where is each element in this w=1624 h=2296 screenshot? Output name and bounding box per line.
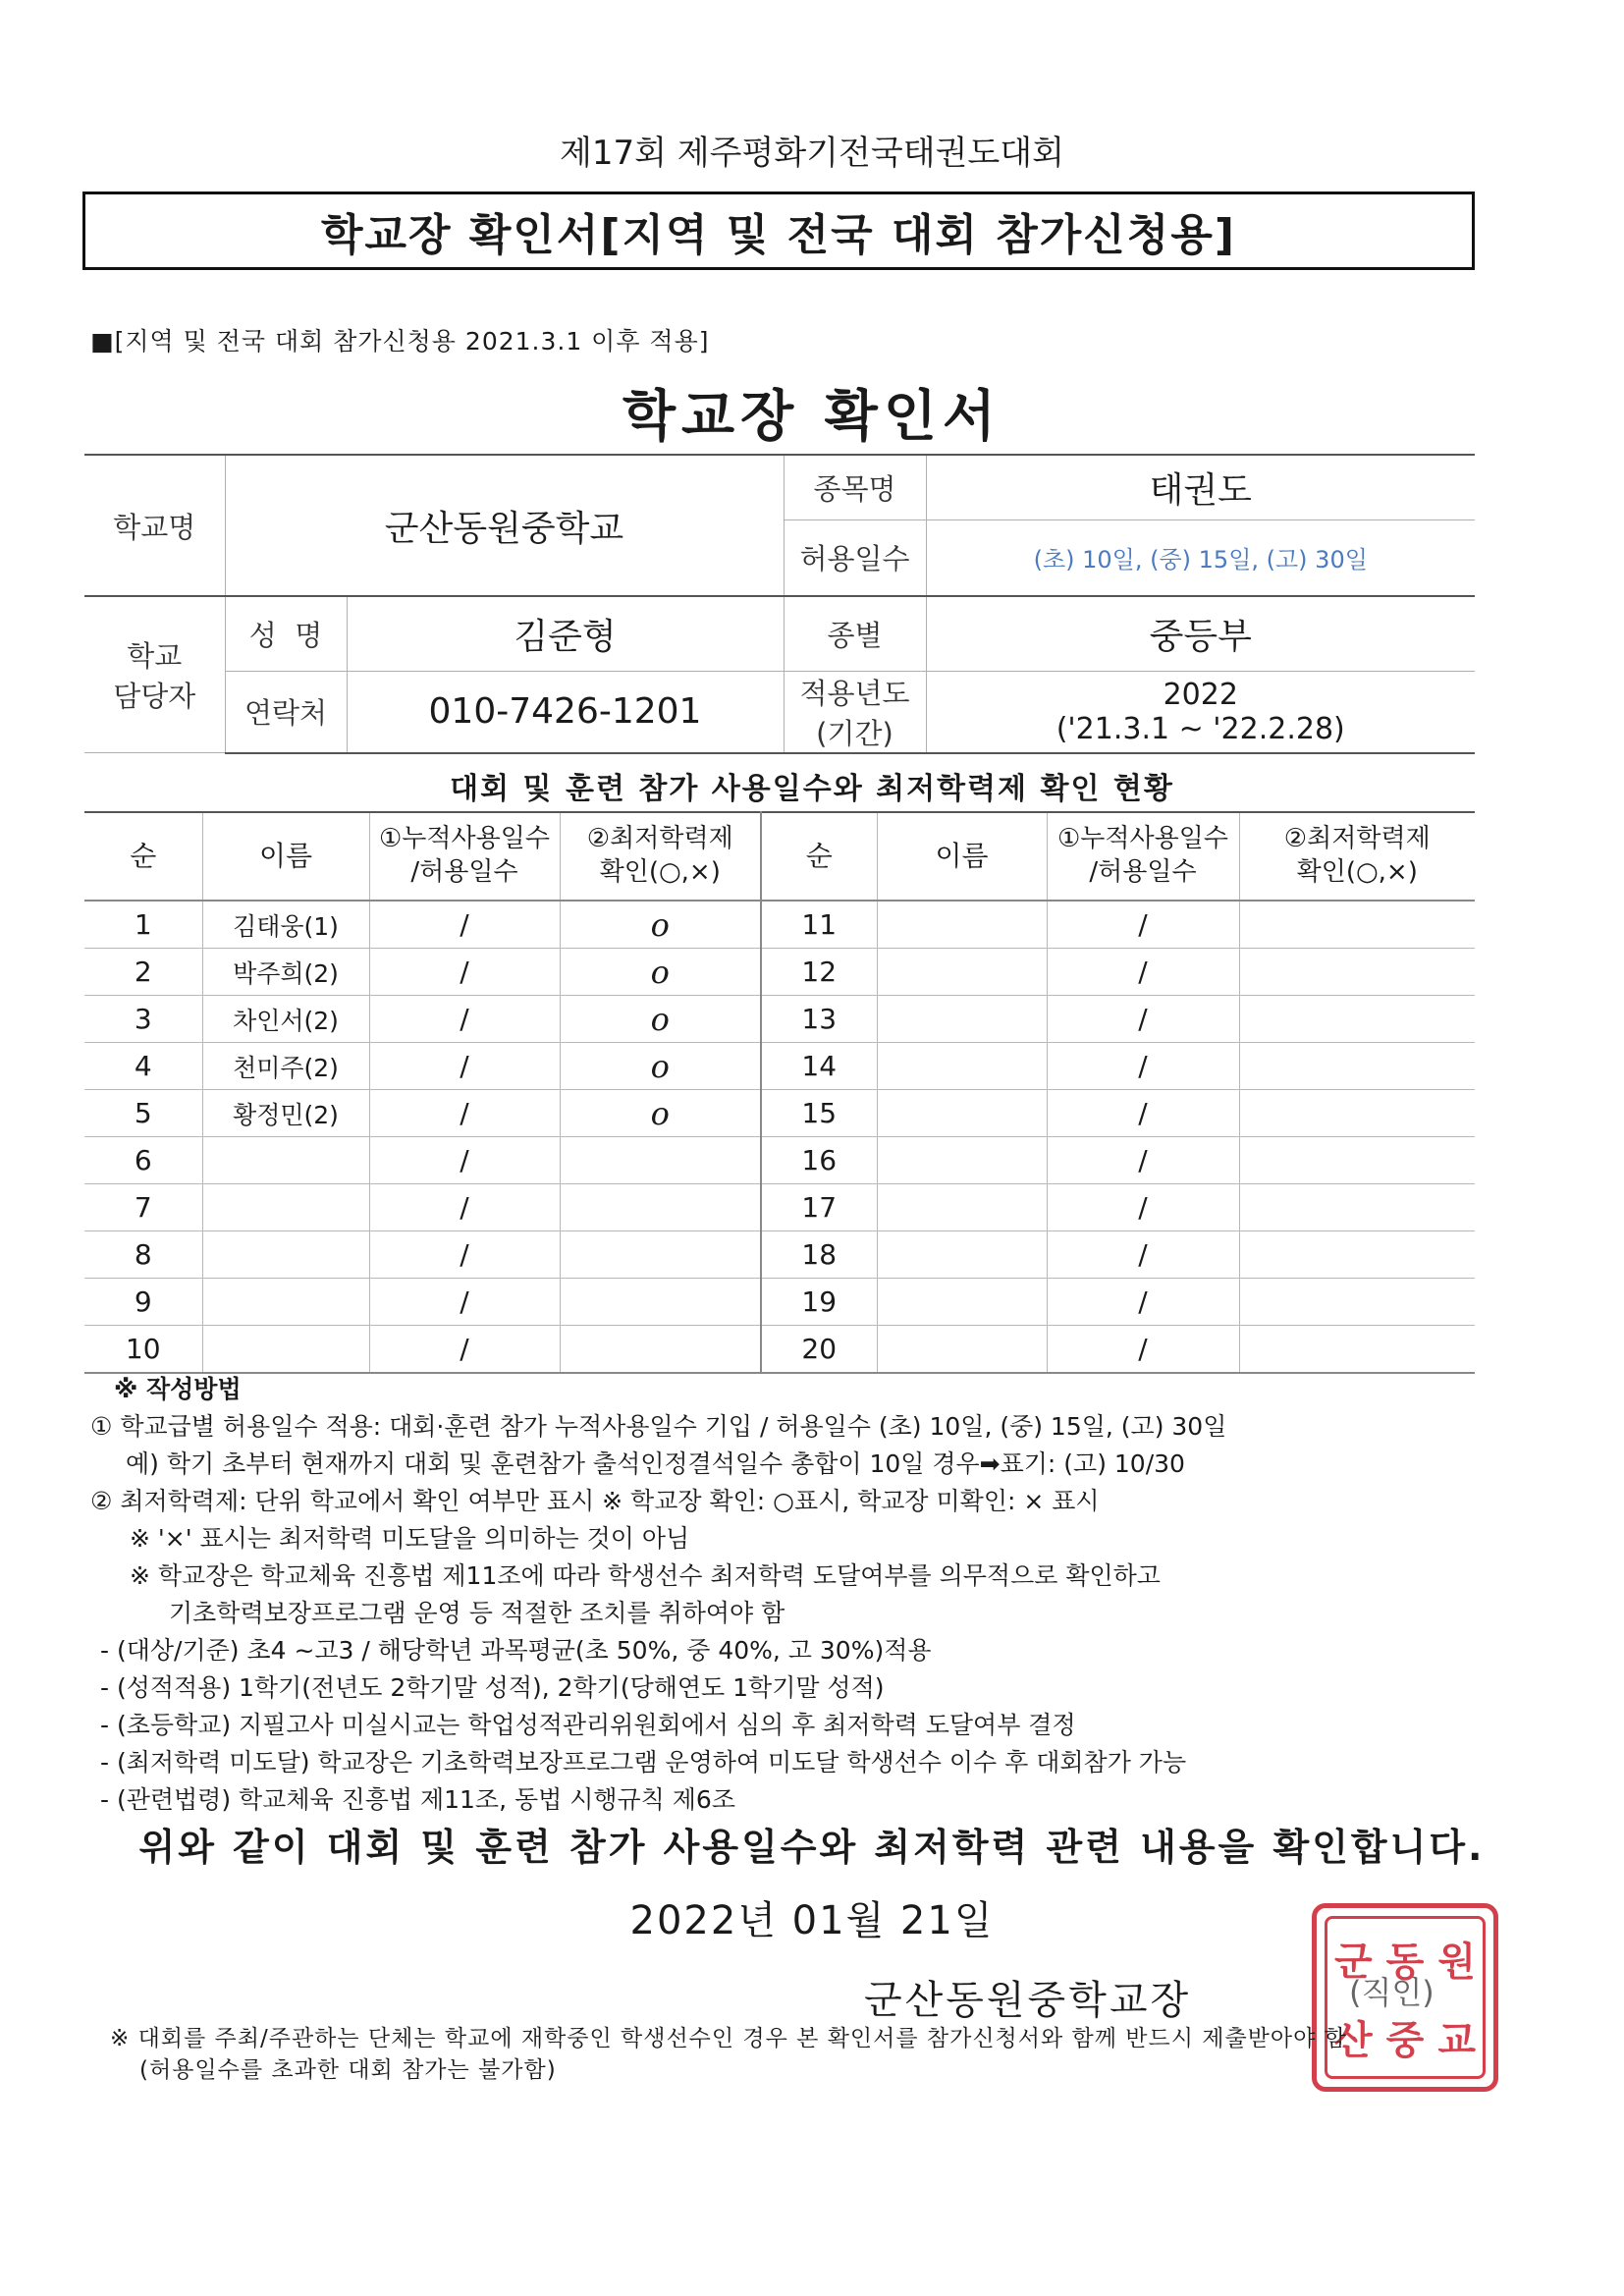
contact-label xyxy=(84,596,225,753)
acad-mark xyxy=(560,1184,761,1231)
student-name xyxy=(202,1137,369,1184)
acad-mark xyxy=(1239,1043,1475,1090)
acad-mark xyxy=(1239,1184,1475,1231)
table-row xyxy=(84,1279,1475,1326)
student-name: 천미주(2) xyxy=(202,1043,369,1090)
days-fraction: / xyxy=(1047,1043,1239,1090)
acad-mark xyxy=(1239,949,1475,996)
acad-mark xyxy=(560,1326,761,1374)
days-fraction: / xyxy=(369,1231,560,1279)
col-acad-right xyxy=(1239,812,1475,901)
col-acad-left-line2: 확인(○,×) xyxy=(599,857,721,887)
row-no: 13 xyxy=(761,996,877,1043)
acad-mark: o xyxy=(560,949,761,996)
principal-title: 군산동원중학교장 xyxy=(864,1978,1192,2023)
days-fraction: / xyxy=(1047,1184,1239,1231)
seal-char: 교 xyxy=(1437,2016,1476,2063)
instruction-line: 기초학력보장프로그램 운영 등 적절한 조치를 취하여야 함 xyxy=(169,1599,785,1627)
row-no: 12 xyxy=(761,949,877,996)
instruction-line: ※ 학교장은 학교체육 진흥법 제11조에 따라 학생선수 최저학력 도달여부를 의무적으로 확인하고 xyxy=(130,1561,1161,1590)
col-name-right: 이름 xyxy=(877,812,1047,901)
instruction-line: - (최저학력 미도달) 학교장은 기초학력보장프로그램 운영하여 미도달 학생선수 이수 후 대회참가 가능 xyxy=(100,1748,1187,1777)
col-days-left-line2: /허용일수 xyxy=(410,857,518,887)
table-row xyxy=(84,1326,1475,1374)
year-label-line2: (기간) xyxy=(816,716,893,750)
seal-char: 원 xyxy=(1437,1938,1476,1985)
school-info-table xyxy=(84,454,1475,754)
instruction-line: 예) 학기 초부터 현재까지 대회 및 훈련참가 출석인정결석일수 총합이 10일 경우➡표기: (고) 10/30 xyxy=(126,1449,1185,1478)
participation-table xyxy=(84,811,1475,1374)
table-row xyxy=(84,1184,1475,1231)
applicability-note: ■[지역 및 전국 대회 참가신청용 2021.3.1 이후 적용] xyxy=(90,327,710,355)
document-title: 학교장 확인서 xyxy=(622,385,1002,449)
row-no: 9 xyxy=(84,1279,202,1326)
col-no-right: 순 xyxy=(761,812,877,901)
row-no: 3 xyxy=(84,996,202,1043)
seal-inner-frame xyxy=(1325,1916,1486,2079)
acad-mark xyxy=(1239,1231,1475,1279)
issue-date: 2022년 01월 21일 xyxy=(629,1898,995,1943)
acad-mark: o xyxy=(560,901,761,949)
phone-label: 연락처 xyxy=(225,671,347,753)
student-name: 김태웅(1) xyxy=(202,901,369,949)
phone-value: 010-7426-1201 xyxy=(347,671,784,753)
acad-mark xyxy=(1239,996,1475,1043)
instructions-heading: ※ 작성방법 xyxy=(114,1375,242,1403)
col-days-right-line2: /허용일수 xyxy=(1089,857,1197,887)
form-title: 학교장 확인서[지역 및 전국 대회 참가신청용] xyxy=(321,210,1236,260)
col-acad-right-line1: ②최저학력제 xyxy=(1283,824,1431,854)
seal-char: 군 xyxy=(1334,1938,1373,1985)
days-fraction: / xyxy=(1047,1279,1239,1326)
year-label-line1: 적용년도 xyxy=(799,676,910,710)
student-name xyxy=(202,1231,369,1279)
student-name: 박주희(2) xyxy=(202,949,369,996)
student-name xyxy=(877,996,1047,1043)
student-name: 차인서(2) xyxy=(202,996,369,1043)
days-fraction: / xyxy=(1047,996,1239,1043)
row-no: 19 xyxy=(761,1279,877,1326)
days-fraction: / xyxy=(1047,1090,1239,1137)
student-name xyxy=(202,1279,369,1326)
instruction-line: - (관련법령) 학교체육 진흥법 제11조, 동법 시행규칙 제6조 xyxy=(100,1785,735,1814)
days-label: 허용일수 xyxy=(784,519,926,596)
days-fraction: / xyxy=(369,1090,560,1137)
instruction-line: - (대상/기준) 초4 ~고3 / 해당학년 과목평균(초 50%, 중 40%, 고 30%)적용 xyxy=(100,1636,932,1665)
table-row xyxy=(84,901,1475,949)
student-name xyxy=(877,1043,1047,1090)
contact-name: 김준형 xyxy=(347,596,784,671)
acad-mark xyxy=(560,1231,761,1279)
days-value: (초) 10일, (중) 15일, (고) 30일 xyxy=(926,519,1475,596)
student-name xyxy=(877,1137,1047,1184)
col-name-left: 이름 xyxy=(202,812,369,901)
table-row xyxy=(84,996,1475,1043)
col-acad-right-line2: 확인(○,×) xyxy=(1296,857,1418,887)
col-days-right-line1: ①누적사용일수 xyxy=(1056,824,1228,854)
name-label: 성 명 xyxy=(225,596,347,671)
form-title-box xyxy=(82,191,1475,270)
instruction-line: ① 학교급별 허용일수 적용: 대회·훈련 참가 누적사용일수 기입 / 허용일수 (초) 10일, (중) 15일, (고) 30일 xyxy=(90,1412,1227,1441)
days-fraction: / xyxy=(369,1184,560,1231)
footer-line: (허용일수를 초과한 대회 참가는 불가함) xyxy=(139,2057,557,2083)
student-name: 황정민(2) xyxy=(202,1090,369,1137)
student-name xyxy=(202,1326,369,1374)
student-name xyxy=(877,1231,1047,1279)
confirmation-statement: 위와 같이 대회 및 훈련 참가 사용일수와 최저학력 관련 내용을 확인합니다. xyxy=(138,1826,1486,1869)
col-acad-left-line1: ②최저학력제 xyxy=(586,824,733,854)
acad-mark xyxy=(560,1279,761,1326)
days-fraction: / xyxy=(369,1326,560,1374)
row-no: 18 xyxy=(761,1231,877,1279)
days-fraction: / xyxy=(369,996,560,1043)
row-no: 16 xyxy=(761,1137,877,1184)
row-no: 4 xyxy=(84,1043,202,1090)
table-row xyxy=(84,1043,1475,1090)
seal-char: 산 xyxy=(1334,2016,1373,2063)
col-days-left xyxy=(369,812,560,901)
row-no: 2 xyxy=(84,949,202,996)
division-label: 종별 xyxy=(784,596,926,671)
acad-mark xyxy=(560,1137,761,1184)
instruction-line: - (초등학교) 지필고사 미실시교는 학업성적관리위원회에서 심의 후 최저학력 도달여부 결정 xyxy=(100,1711,1076,1739)
student-name xyxy=(877,1279,1047,1326)
days-fraction: / xyxy=(1047,901,1239,949)
contact-label-line1: 학교 xyxy=(127,639,183,673)
instructions xyxy=(90,1371,1504,1819)
days-fraction: / xyxy=(369,1043,560,1090)
seal-char: 동 xyxy=(1385,1938,1425,1985)
event-name: 제17회 제주평화기전국태권도대회 xyxy=(560,134,1064,173)
row-no: 5 xyxy=(84,1090,202,1137)
school-label: 학교명 xyxy=(84,455,225,596)
days-fraction: / xyxy=(369,949,560,996)
table-header-row xyxy=(84,812,1475,901)
acad-mark xyxy=(1239,1279,1475,1326)
days-fraction: / xyxy=(1047,1326,1239,1374)
section-title: 대회 및 훈련 참가 사용일수와 최저학력제 확인 현황 xyxy=(450,772,1174,806)
table-row xyxy=(84,1090,1475,1137)
col-acad-left xyxy=(560,812,761,901)
days-fraction: / xyxy=(369,901,560,949)
sport-value: 태권도 xyxy=(926,455,1475,519)
acad-mark xyxy=(1239,1090,1475,1137)
row-no: 15 xyxy=(761,1090,877,1137)
acad-mark: o xyxy=(560,1090,761,1137)
student-name xyxy=(877,1184,1047,1231)
row-no: 14 xyxy=(761,1043,877,1090)
table-row xyxy=(84,1231,1475,1279)
footer-note xyxy=(110,2023,1347,2086)
days-fraction: / xyxy=(1047,949,1239,996)
row-no: 20 xyxy=(761,1326,877,1374)
year-value xyxy=(926,671,1475,753)
acad-mark xyxy=(1239,1326,1475,1374)
days-fraction: / xyxy=(1047,1231,1239,1279)
row-no: 17 xyxy=(761,1184,877,1231)
col-days-right xyxy=(1047,812,1239,901)
sport-label: 종목명 xyxy=(784,455,926,519)
division-value: 중등부 xyxy=(926,596,1475,671)
student-name xyxy=(877,1090,1047,1137)
contact-label-line2: 담당자 xyxy=(113,680,196,713)
student-name xyxy=(877,949,1047,996)
acad-mark: o xyxy=(560,1043,761,1090)
acad-mark xyxy=(1239,1137,1475,1184)
footer-line: ※ 대회를 주최/주관하는 단체는 학교에 재학중인 학생선수인 경우 본 확인서를 참가신청서와 함께 반드시 제출받아야 함 xyxy=(110,2026,1347,2051)
acad-mark xyxy=(1239,901,1475,949)
year-text: 2022 xyxy=(1163,677,1238,712)
days-fraction: / xyxy=(1047,1137,1239,1184)
student-name xyxy=(202,1184,369,1231)
school-name: 군산동원중학교 xyxy=(225,455,784,596)
table-row xyxy=(84,1137,1475,1184)
acad-mark: o xyxy=(560,996,761,1043)
period-text: ('21.3.1 ~ '22.2.28) xyxy=(1056,711,1345,746)
student-name xyxy=(877,901,1047,949)
student-name xyxy=(877,1326,1047,1374)
row-no: 6 xyxy=(84,1137,202,1184)
days-fraction: / xyxy=(369,1279,560,1326)
col-no-left: 순 xyxy=(84,812,202,901)
instruction-line: ② 최저학력제: 단위 학교에서 확인 여부만 표시 ※ 학교장 확인: ○표시, 학교장 미확인: × 표시 xyxy=(90,1487,1100,1515)
days-fraction: / xyxy=(369,1137,560,1184)
row-no: 7 xyxy=(84,1184,202,1231)
instruction-line: - (성적적용) 1학기(전년도 2학기말 성적), 2학기(당해연도 1학기말 성적) xyxy=(100,1673,885,1702)
row-no: 10 xyxy=(84,1326,202,1374)
table-row xyxy=(84,949,1475,996)
row-no: 8 xyxy=(84,1231,202,1279)
row-no: 11 xyxy=(761,901,877,949)
instruction-line: ※ '×' 표시는 최저학력 미도달을 의미하는 것이 아님 xyxy=(130,1524,690,1553)
col-days-left-line1: ①누적사용일수 xyxy=(378,824,550,854)
seal-char: 중 xyxy=(1385,2016,1425,2063)
row-no: 1 xyxy=(84,901,202,949)
seal-label: (직인) xyxy=(1349,1974,1435,2011)
year-label xyxy=(784,671,926,753)
